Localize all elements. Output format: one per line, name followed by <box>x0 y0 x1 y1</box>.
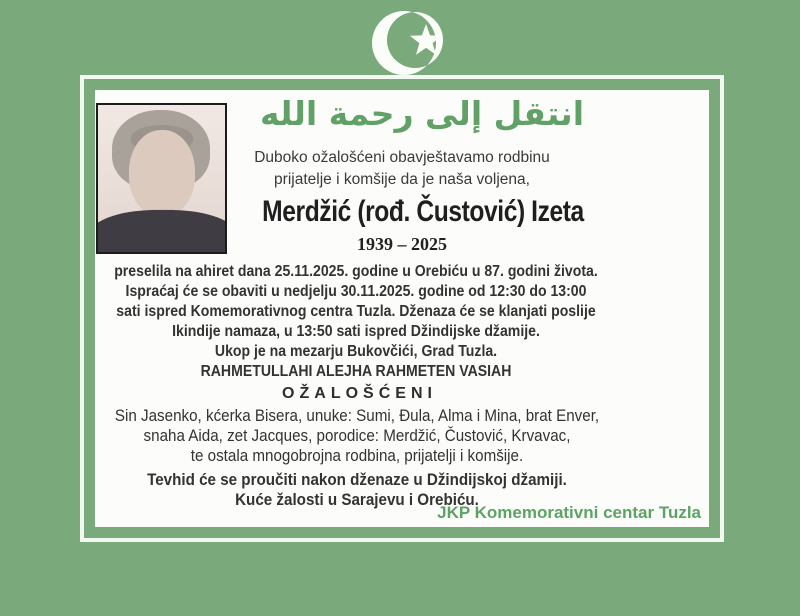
prayer-line: RAHMETULLAHI ALEJHA RAHMETEN VASIAH <box>200 363 512 380</box>
mourners-heading: OŽALOŠĆENI <box>282 385 437 402</box>
announcement-line: sati ispred Komemorativnog centra Tuzla. Dženaza će se klanjati poslije <box>116 303 596 320</box>
intro-line-2: prijatelje i komšije da je naša voljena, <box>274 171 530 188</box>
arabic-calligraphy: انتقل إلى رحمة الله <box>259 94 585 133</box>
houses-of-mourning-line: Kuće žalosti u Sarajevu i Orebiću. <box>235 491 479 509</box>
mourners-line: te ostala mnogobrojna rodbina, prijatelji i komšije. <box>190 447 524 465</box>
mourners-line: Sin Jasenko, kćerka Bisera, unuke: Sumi, Đula, Alma i Mina, brat Enver, <box>114 407 600 425</box>
announcement-line: Ispraćaj će se obaviti u nedjelju 30.11.2025. godine od 12:30 do 13:00 <box>125 283 587 300</box>
announcement-line: Ukop je na mezarju Bukovčići, Grad Tuzla. <box>214 343 498 360</box>
funeral-company-signature: JKP Komemorativni centar Tuzla <box>437 503 701 522</box>
tevhid-line: Tevhid će se proučiti nakon dženaze u Džindijskoj džamiji. <box>147 471 567 489</box>
intro-text <box>95 147 709 191</box>
announcement-paragraph <box>86 262 626 382</box>
announcement-line: Ikindije namaza, u 13:50 sati ispred Džindijske džamije. <box>172 323 540 340</box>
notice-card <box>95 90 709 527</box>
deceased-name: Merdžić (rođ. Čustović) Izeta <box>262 195 584 228</box>
intro-line-1: Duboko ožalošćeni obavještavamo rodbinu <box>254 149 550 166</box>
mourners-line: snaha Aida, zet Jacques, porodice: Merdžić, Čustović, Krvavac, <box>143 427 571 445</box>
mourners-list <box>75 406 640 510</box>
crescent-and-star-icon <box>370 7 450 79</box>
notice-frame <box>80 75 724 542</box>
life-years: 1939 – 2025 <box>357 234 447 254</box>
announcement-line: preselila na ahiret dana 25.11.2025. godine u Orebiću u 87. godini života. <box>114 263 598 280</box>
